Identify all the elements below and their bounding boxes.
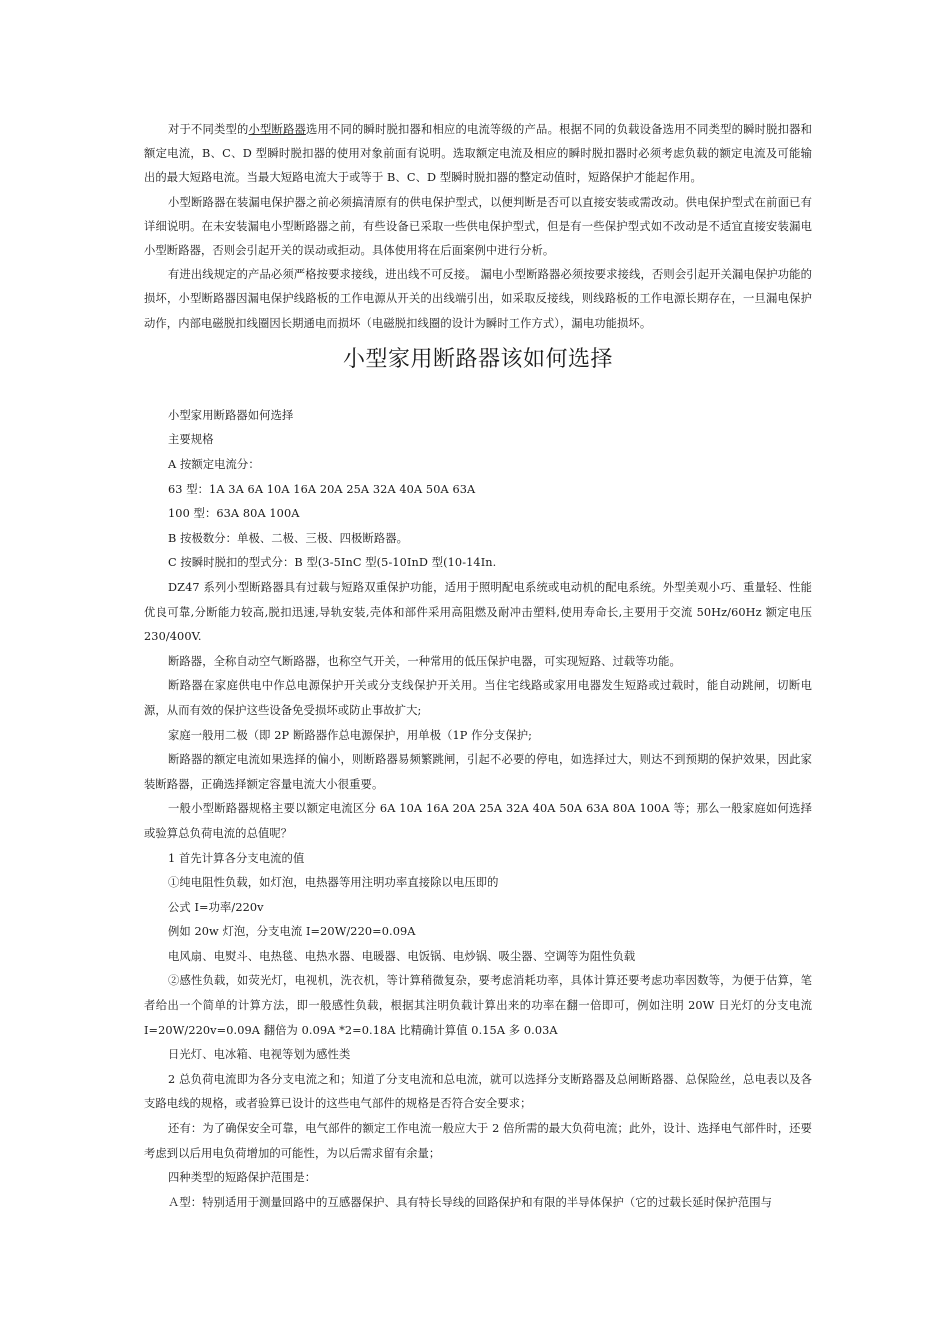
body-paragraph: ②感性负载，如荧光灯，电视机，洗衣机，等计算稍微复杂，要考虑消耗功率，具体计算还要考虑功率因数等，为便于估算，笔者给出一个简单的计算方法，即一般感性负载，根据其注明负载计算出来的功率在翻一倍即可，例如注明 20W 日光灯的分支电流 I=20W/220v=0.09A 翻倍为 0.09A *2=0.18A 比精确计算值 0.15A 多 0.03A	[144, 974, 812, 1037]
body-paragraph: 断路器的额定电流如果选择的偏小，则断路器易频繁跳闸，引起不必要的停电，如选择过大，则达不到预期的保护效果，因此家装断路器，正确选择额定容量电流大小很重要。	[144, 753, 812, 791]
body-paragraph: 1 首先计算各分支电流的值	[168, 851, 305, 865]
body-paragraph: 一般小型断路器规格主要以额定电流区分 6A 10A 16A 20A 25A 32A 40A 50A 63A 80A 100A 等；那么一般家庭如何选择或验算总负荷电流的总值呢？	[144, 802, 812, 840]
body-paragraph: 断路器在家庭供电中作总电源保护开关或分支线保护开关用。当住宅线路或家用电器发生短路或过载时，能自动跳闸，切断电源，从而有效的保护这些设备免受损坏或防止事故扩大;	[144, 679, 812, 717]
body-paragraph: 小型家用断路器如何选择	[168, 408, 294, 422]
document-page	[144, 118, 812, 1215]
body-paragraph: 公式 I=功率/220v	[168, 900, 264, 914]
article-body	[144, 404, 812, 1216]
body-paragraph: A 按额定电流分：	[168, 458, 260, 472]
body-paragraph: 63 型：1A 3A 6A 10A 16A 20A 25A 32A 40A 50A 63A	[168, 482, 476, 496]
body-paragraph: 2 总负荷电流即为各分支电流之和；知道了分支电流和总电流，就可以选择分支断路器及总闸断路器、总保险丝，总电表以及各支路电线的规格，或者验算已设计的这些电气部件的规格是否符合安全要求；	[144, 1072, 812, 1111]
body-paragraph: 断路器，全称自动空气断路器，也称空气开关，一种常用的低压保护电器，可实现短路、过载等功能。	[168, 654, 681, 668]
page-title: 小型家用断路器该如何选择	[342, 346, 613, 372]
breaker-link[interactable]: 小型断路器	[248, 123, 307, 136]
body-paragraph: ①纯电阻性负载，如灯泡，电热器等用注明功率直接除以电压即的	[168, 876, 499, 890]
body-paragraph: 四种类型的短路保护范围是：	[168, 1171, 317, 1185]
intro-paragraph-2: 小型断路器在装漏电保护器之前必须搞清原有的供电保护型式，以便判断是否可以直接安装或需改动。供电保护型式在前面已有详细说明。在未安装漏电小型断路器之前，有些设备已采取一些供电保护型式，但是有一些保护型式如不改动是不适宜直接安装漏电小型断路器，否则会引起开关的误动或拒动。具体使用将在后面案例中进行分析。	[144, 195, 812, 258]
body-paragraph: 日光灯、电冰箱、电视等划为感性类	[168, 1048, 351, 1062]
intro-paragraph-1	[144, 118, 812, 191]
body-paragraph: B 按极数分：单极、二极、三极、四极断路器。	[168, 531, 409, 545]
intro-p1-before: 对于不同类型的	[168, 123, 249, 136]
body-paragraph: 家庭一般用二极（即 2P 断路器作总电源保护，用单极（1P 作分支保护;	[168, 728, 533, 742]
body-paragraph: 主要规格	[168, 433, 214, 447]
body-paragraph: 还有：为了确保安全可靠，电气部件的额定工作电流一般应大于 2 倍所需的最大负荷电流；此外，设计、选择电气部件时，还要考虑到以后用电负荷增加的可能性，为以后需求留有余量；	[144, 1122, 812, 1160]
intro-paragraph-3: 有进出线规定的产品必须严格按要求接线，进出线不可反接。 漏电小型断路器必须按要求接线，否则会引起开关漏电保护功能的损坏，小型断路器因漏电保护线路板的工作电源从开关的出线端引出，如采取反接线，则线路板的工作电源长期存在，一旦漏电保护动作，内部电磁脱扣线圈因长期通电而损坏（电磁脱扣线圈的设计为瞬时工作方式），漏电功能损坏。	[144, 268, 812, 330]
body-paragraph: C 按瞬时脱扣的型式分：B 型(3-5InC 型(5-10InD 型(10-14In.	[168, 556, 497, 570]
body-paragraph: 100 型：63A 80A 100A	[168, 507, 300, 521]
body-paragraph: 例如 20w 灯泡，分支电流 I=20W/220=0.09A	[168, 925, 416, 939]
intro-p1-after: 选用不同的瞬时脱扣器和相应的电流等级的产品。根据不同的负载设备选用不同类型的瞬时脱扣器和额定电流，B、C、D 型瞬时脱扣器的使用对象前面有说明。选取额定电流及相应的瞬时脱扣器时必须考虑负载的额定电流及可能输出的最大短路电流。当最大短路电流大于或等于 B、C、D 型瞬时脱扣器的整定动值时，短路保护才能起作用。	[144, 123, 812, 185]
body-paragraph: Ａ型：特别适用于测量回路中的互感器保护、具有特长导线的回路保护和有限的半导体保护（它的过载长延时保护范围与	[168, 1195, 773, 1209]
body-paragraph: DZ47 系列小型断路器具有过载与短路双重保护功能，适用于照明配电系统或电动机的配电系统。外型美观小巧、重量轻、性能优良可靠,分断能力较高,脱扣迅速,导轨安装,壳体和部件采用高阻燃及耐冲击塑料,使用寿命长,主要用于交流 50Hz/60Hz 额定电压 230/400V.	[144, 580, 812, 644]
body-paragraph: 电风扇、电熨斗、电热毯、电热水器、电暖器、电饭锅、电炒锅、吸尘器、空调等为阻性负载	[168, 949, 636, 963]
